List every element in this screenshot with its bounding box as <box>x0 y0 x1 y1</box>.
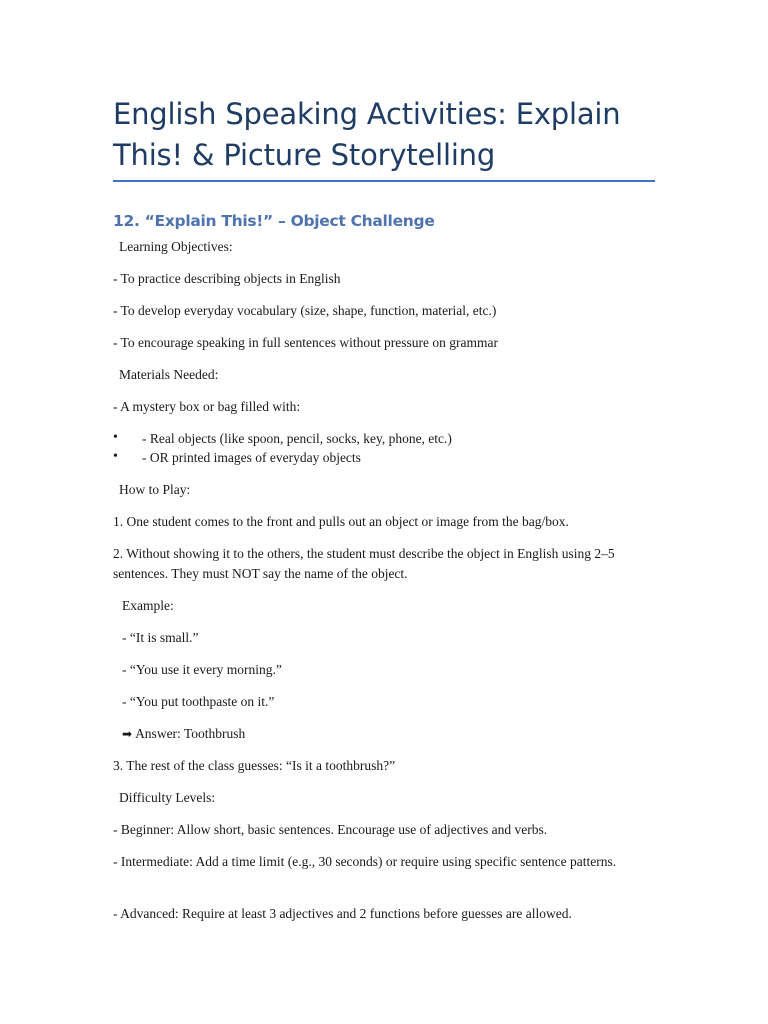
step-2: 2. Without showing it to the others, the student must describe the object in English using 2–5 sentences. They must NOT say the name of the object. <box>113 546 615 581</box>
document-title: English Speaking Activities: Explain This! & Picture Storytelling <box>113 97 621 172</box>
objective-item: - To encourage speaking in full sentences without pressure on grammar <box>113 335 498 350</box>
right-arrow-icon: ➡ <box>122 727 133 741</box>
learning-objectives-heading: Learning Objectives: <box>119 239 233 254</box>
section-heading: 12. “Explain This!” – Object Challenge <box>113 212 435 230</box>
difficulty-level-item: - Intermediate: Add a time limit (e.g., 30 seconds) or require using specific sentence patterns. <box>113 854 617 869</box>
objective-item: - To develop everyday vocabulary (size, shape, function, material, etc.) <box>113 303 497 318</box>
materials-heading: Materials Needed: <box>119 367 219 382</box>
materials-bullet-item: - Real objects (like spoon, pencil, socks, key, phone, etc.) <box>142 431 452 446</box>
example-line: - “You use it every morning.” <box>122 662 282 677</box>
title-divider <box>113 180 655 182</box>
difficulty-heading: Difficulty Levels: <box>119 790 216 805</box>
bullet-icon: • <box>113 430 118 445</box>
example-line: - “You put toothpaste on it.” <box>122 694 275 709</box>
step-3: 3. The rest of the class guesses: “Is it a toothbrush?” <box>113 758 396 773</box>
step-1: 1. One student comes to the front and pulls out an object or image from the bag/box. <box>113 514 569 529</box>
materials-intro: - A mystery box or bag filled with: <box>113 399 301 414</box>
difficulty-level-item: - Advanced: Require at least 3 adjectives and 2 functions before guesses are allowed. <box>113 906 572 921</box>
difficulty-level-item: - Beginner: Allow short, basic sentences. Encourage use of adjectives and verbs. <box>113 822 548 837</box>
answer-line <box>122 724 245 744</box>
objective-item: - To practice describing objects in English <box>113 271 341 286</box>
example-heading: Example: <box>122 598 174 613</box>
materials-bullet-item: - OR printed images of everyday objects <box>142 450 361 465</box>
example-line: - “It is small.” <box>122 630 199 645</box>
answer-text: Answer: Toothbrush <box>135 726 246 741</box>
how-to-play-heading: How to Play: <box>119 482 191 497</box>
bullet-icon: • <box>113 449 118 464</box>
